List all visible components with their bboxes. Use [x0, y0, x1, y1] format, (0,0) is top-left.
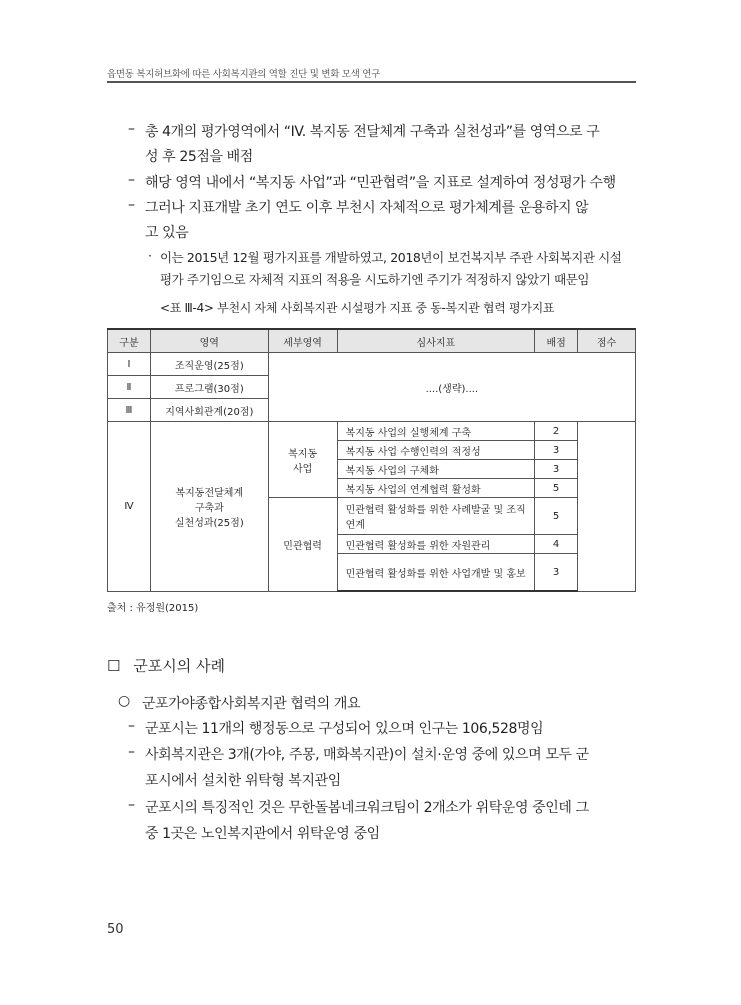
bullet-line: 고 있음 — [145, 225, 189, 241]
cell-score: 2 — [535, 422, 578, 441]
cell-score: 3 — [535, 554, 578, 592]
dash-mark: – — [128, 121, 135, 137]
cell-category: Ⅳ — [108, 422, 151, 592]
dash-mark: – — [128, 197, 135, 213]
sub-bullet-line: 이는 2015년 12월 평가지표를 개발하였고, 2018년이 보건복지부 주관 사회복지관 시설 — [160, 250, 622, 265]
cell-category: Ⅲ — [108, 399, 151, 422]
section-heading — [107, 655, 225, 676]
sub-bullet-line: 평가 주기임으로 자체적 지표의 적용을 시도하기엔 주기가 적정하지 않았기 때문임 — [160, 272, 590, 287]
table-header-row — [108, 329, 636, 353]
page-number: 50 — [107, 922, 124, 937]
circle-item-text: 군포가야종합사회복지관 협력의 개요 — [142, 696, 361, 712]
cell-indicator: 복지동 사업의 연계협력 활성화 — [337, 479, 535, 498]
col-header: 배점 — [535, 329, 578, 353]
cell-indicator: 복지동 사업의 실행체계 구축 — [337, 422, 535, 441]
cell-category: Ⅱ — [108, 376, 151, 399]
col-header: 영역 — [150, 329, 268, 353]
col-header: 점수 — [578, 329, 636, 353]
running-header: 읍면동 복지허브화에 따른 사회복지관의 역할 진단 및 변화 모색 연구 — [107, 69, 381, 80]
area-line: 복지동전달체계 — [175, 487, 244, 499]
header-divider — [107, 81, 636, 83]
cell-area: 프로그램(30점) — [150, 376, 268, 399]
cell-score: 5 — [535, 498, 578, 535]
bullet-line: 군포시는 11개의 행정동으로 구성되어 있으며 인구는 106,528명임 — [145, 721, 544, 737]
cell-indicator: 민관협력 활성화를 위한 사업개발 및 홍보 — [337, 554, 535, 592]
table-caption: <표 Ⅲ-4> 부천시 자체 사회복지관 시설평가 지표 중 동-복지관 협력 평가지표 — [160, 301, 555, 315]
col-header: 세부영역 — [268, 329, 337, 353]
dash-mark: – — [128, 744, 135, 760]
col-header: 심사지표 — [337, 329, 535, 353]
cell-indicator: 복지동 사업 수행인력의 적정성 — [337, 441, 535, 460]
bullet-line: 사회복지관은 3개(가야, 주몽, 매화복지관)이 설치·운영 중에 있으며 모두 군 — [145, 747, 589, 763]
cell-score: 5 — [535, 479, 578, 498]
subarea-line: 사업 — [292, 463, 313, 475]
bullet-line: 성 후 25점을 배점 — [145, 149, 253, 165]
bullet-line: 포시에서 설치한 위탁형 복지관임 — [145, 773, 341, 789]
cell-subarea: 민관협력 — [268, 498, 337, 592]
cell-score: 3 — [535, 441, 578, 460]
cell-area-multiline — [150, 422, 268, 592]
cell-indicator: 민관협력 활성화를 위한 자원관리 — [337, 535, 535, 554]
bullet-line: 그러나 지표개발 초기 연도 이후 부천시 자체적으로 평가체계를 운용하지 않 — [145, 200, 589, 216]
dash-mark: – — [128, 718, 135, 734]
checkbox-square-icon: ☐ — [107, 657, 121, 675]
area-line: 구축과 — [194, 502, 224, 514]
table-row — [108, 353, 636, 376]
table-row — [108, 422, 636, 441]
cell-score: 3 — [535, 460, 578, 479]
bullet-line: 해당 영역 내에서 “복지동 사업”과 “민관협력”을 지표로 설계하여 정성평가 수행 — [145, 175, 616, 191]
col-header: 구분 — [108, 329, 151, 353]
cell-omitted: ....(생략).... — [268, 353, 635, 422]
bullet-line: 총 4개의 평가영역에서 “IV. 복지동 전달체계 구축과 실천성과”를 영역으로 구 — [145, 124, 600, 140]
sub-bullet-mark: · — [148, 248, 152, 263]
cell-points — [578, 422, 636, 592]
area-line: 실천성과(25점) — [174, 517, 244, 529]
dash-mark: – — [128, 172, 135, 188]
cell-indicator: 복지동 사업의 구체화 — [337, 460, 535, 479]
cell-indicator: 민관협력 활성화를 위한 사례발굴 및 조직연계 — [337, 498, 535, 535]
dash-mark: – — [128, 797, 135, 813]
cell-score: 4 — [535, 535, 578, 554]
cell-subarea — [268, 422, 337, 498]
bullet-line: 군포시의 특징적인 것은 무한돌봄네크워크팀이 2개소가 위탁운영 중인데 그 — [145, 800, 589, 816]
evaluation-table — [107, 328, 636, 592]
cell-category: Ⅰ — [108, 353, 151, 376]
subarea-line: 복지동 — [288, 448, 318, 460]
cell-area: 지역사회관계(20점) — [150, 399, 268, 422]
table-source: 출처 : 유정원(2015) — [107, 603, 199, 614]
cell-area: 조직운영(25점) — [150, 353, 268, 376]
circle-bullet-icon: ○ — [118, 693, 130, 709]
section-title: 군포시의 사례 — [133, 657, 225, 675]
bullet-line: 중 1곳은 노인복지관에서 위탁운영 중임 — [145, 826, 380, 842]
